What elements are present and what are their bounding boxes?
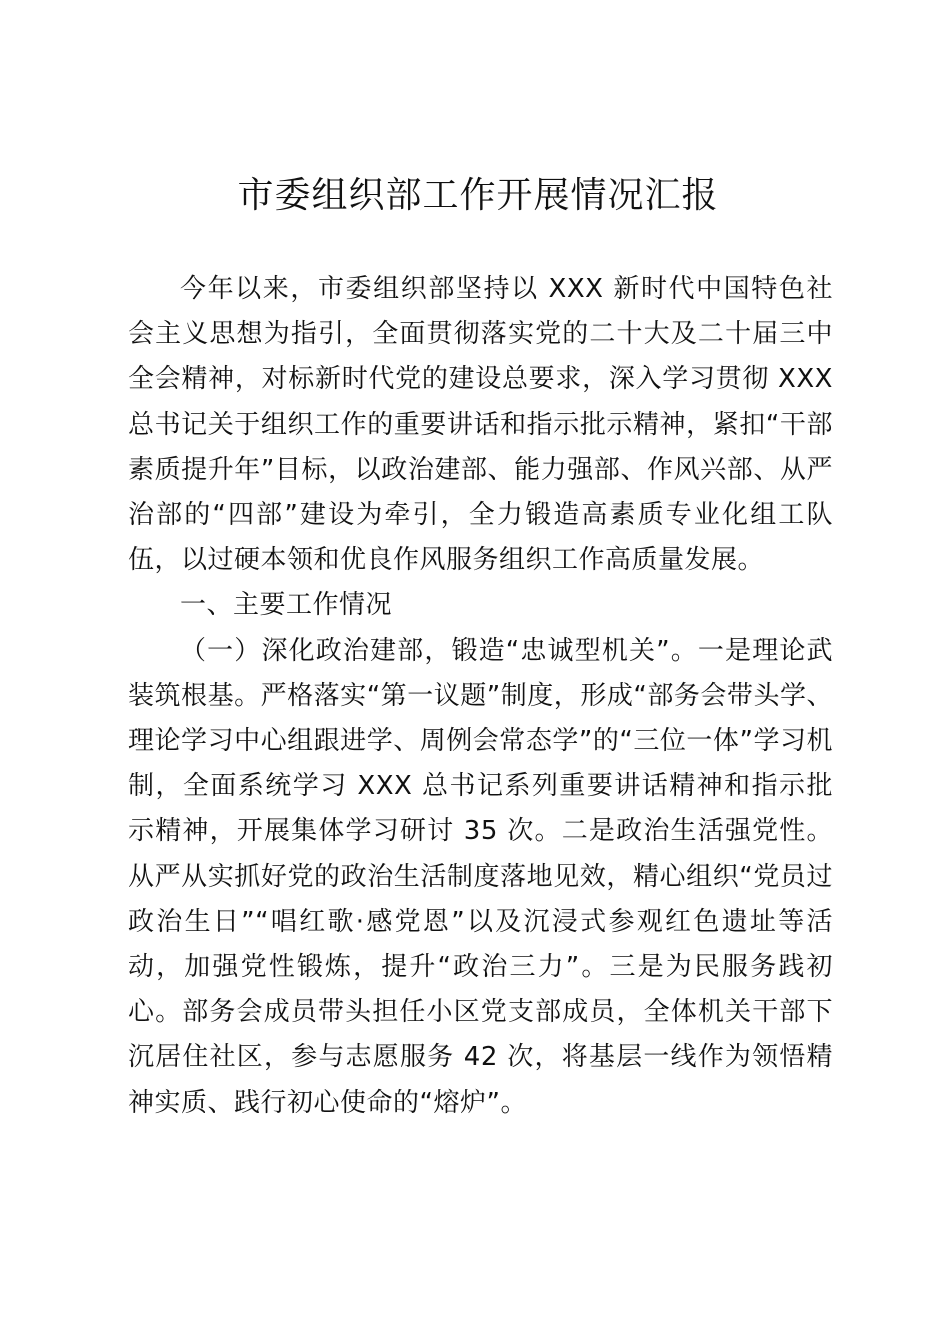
section-paragraph: （一）深化政治建部，锻造“忠诚型机关”。一是理论武装筑根基。严格落实“第一议题”制度，形成“部务会带头学、理论学习中心组跟进学、周例会常态学”的“三位一体”学习机制，全面系统学习 XXX 总书记系列重要讲话精神和指示批示精神，开展集体学习研讨 35 次。二是政治生活强党性。从严从实抓好党的政治生活制度落地见效，精心组织“党员过政治生日”“唱红歌·感党恩”以及沉浸式参观红色遗址等活动，加强党性锻炼，提升“政治三力”。三是为民服务践初心。部务会成员带头担任小区党支部成员，全体机关干部下沉居住社区，参与志愿服务 42 次，将基层一线作为领悟精神实质、践行初心使命的“熔炉”。	[128, 635, 833, 1118]
document-body	[128, 267, 833, 1126]
document-title: 市委组织部工作开展情况汇报	[237, 175, 719, 216]
section-heading: 一、主要工作情况	[180, 590, 393, 621]
intro-paragraph: 今年以来，市委组织部坚持以 XXX 新时代中国特色社会主义思想为指引，全面贯彻落实党的二十大及二十届三中全会精神，对标新时代党的建设总要求，深入学习贯彻 XXX 总书记关于组织工作的重要讲话和指示批示精神，紧扣“干部素质提升年”目标，以政治建部、能力强部、作风兴部、从严治部的“四部”建设为牵引，全力锻造高素质专业化组工队伍，以过硬本领和优良作风服务组织工作高质量发展。	[128, 274, 833, 576]
